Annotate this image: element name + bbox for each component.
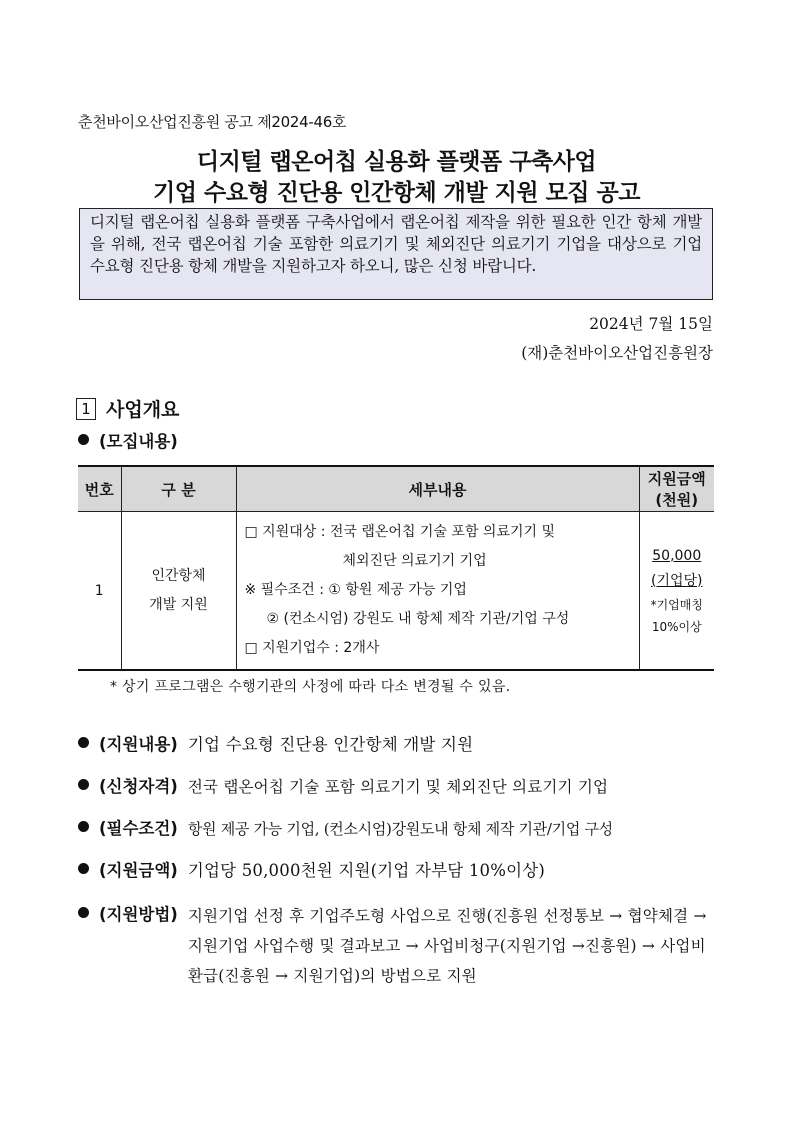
table-note: * 상기 프로그램은 수행기관의 사정에 따라 다소 변경될 수 있음. [110, 679, 511, 695]
notice-number: 춘천바이오산업진흥원 공고 제2024-46호 [78, 113, 347, 131]
header-amount-line1: 지원금액 [647, 470, 706, 488]
bullet-dot-icon [78, 434, 89, 445]
bullet-text: 기업 수요형 진단용 인간항체 개발 지원 [187, 735, 474, 754]
bullet-requirement [78, 815, 714, 843]
recruit-table [78, 465, 714, 671]
detail-requirement: ※ 필수조건 : ① 항원 제공 가능 기업 [244, 582, 467, 598]
bullet-text: 기업당 50,000천원 지원(기업 자부담 10%이상) [187, 861, 546, 880]
amount-unit: (기업당) [651, 572, 703, 589]
row-no: 1 [78, 512, 121, 671]
bullet-dot-icon [78, 779, 89, 790]
amount-note-line2: 10%이상 [651, 619, 702, 634]
row-category-line1: 인간항체 [151, 567, 206, 584]
document-title-line2: 기업 수요형 진단용 인간항체 개발 지원 모집 공고 [153, 180, 640, 206]
section-title: 사업개요 [106, 399, 180, 421]
bullet-dot-icon [78, 907, 89, 918]
bullet-dot-icon [78, 863, 89, 874]
row-category-line2: 개발 지원 [149, 596, 208, 613]
issue-date: 2024년 7월 15일 [589, 315, 713, 333]
row-amount [639, 512, 714, 671]
bullet-label: (신청자격) [99, 777, 178, 796]
header-detail: 세부내용 [236, 466, 639, 512]
header-category: 구 분 [121, 466, 236, 512]
bullet-label: (지원금액) [99, 861, 178, 880]
amount-value: 50,000 [652, 547, 702, 564]
detail-company-count: □ 지원기업수 : 2개사 [244, 640, 380, 656]
bullet-method [78, 901, 714, 991]
bullet-label: (지원내용) [99, 735, 178, 754]
row-detail [236, 512, 639, 671]
recruit-bullet [78, 428, 188, 456]
document-title-line1: 디지털 랩온어칩 실용화 플랫폼 구축사업 [196, 149, 597, 175]
header-amount-line2: (천원) [655, 491, 699, 509]
bullet-label: (지원방법) [99, 905, 178, 924]
bullet-text: 전국 랩온어칩 기술 포함 의료기기 및 체외진단 의료기기 기업 [187, 778, 609, 796]
bullet-eligibility [78, 773, 714, 801]
bullet-dot-icon [78, 737, 89, 748]
bullet-label: (필수조건) [99, 819, 178, 838]
header-no: 번호 [78, 466, 121, 512]
bullet-text: 지원기업 선정 후 기업주도형 사업으로 진행(진흥원 선정통보 → 협약체결 → 지원기업 사업수행 및 결과보고 → 사업비청구(지원기업 →진흥원) → 사업비 환급(진흥원 → 지원기업)의 방법으로 지원 [187, 907, 707, 985]
recruit-label: (모집내용) [99, 432, 178, 451]
header-amount [639, 466, 714, 512]
detail-target-cont: 체외진단 의료기기 기업 [342, 553, 487, 569]
section-number: 1 [76, 398, 96, 420]
row-category [121, 512, 236, 671]
section-heading [76, 395, 179, 422]
bullet-amount [78, 857, 714, 885]
bullet-dot-icon [78, 821, 89, 832]
bullet-text: 항원 제공 가능 기업, (컨소시엄)강원도내 항체 제작 기관/기업 구성 [187, 820, 613, 838]
amount-note-line1: *기업매칭 [650, 597, 703, 612]
detail-requirement-2: ② (컨소시엄) 강원도 내 항체 제작 기관/기업 구성 [266, 611, 570, 627]
summary-text: 디지털 랩온어칩 실용화 플랫폼 구축사업에서 랩온어칩 제작을 위한 필요한 인간 항체 개발을 위해, 전국 랩온어칩 기술 포함한 의료기기 및 체외진단 의료기기 기업을 대상으로 기업 수요형 진단용 항체 개발을 지원하고자 하오니, 많은 신청 바랍니다. [90, 213, 702, 275]
summary-box [79, 208, 713, 300]
table-row [78, 512, 714, 671]
bullet-support-content [78, 731, 714, 759]
detail-target: □ 지원대상 : 전국 랩온어칩 기술 포함 의료기기 및 [244, 524, 556, 540]
table-header-row [78, 466, 714, 512]
issuer-name: (재)춘천바이오산업진흥원장 [521, 344, 713, 362]
